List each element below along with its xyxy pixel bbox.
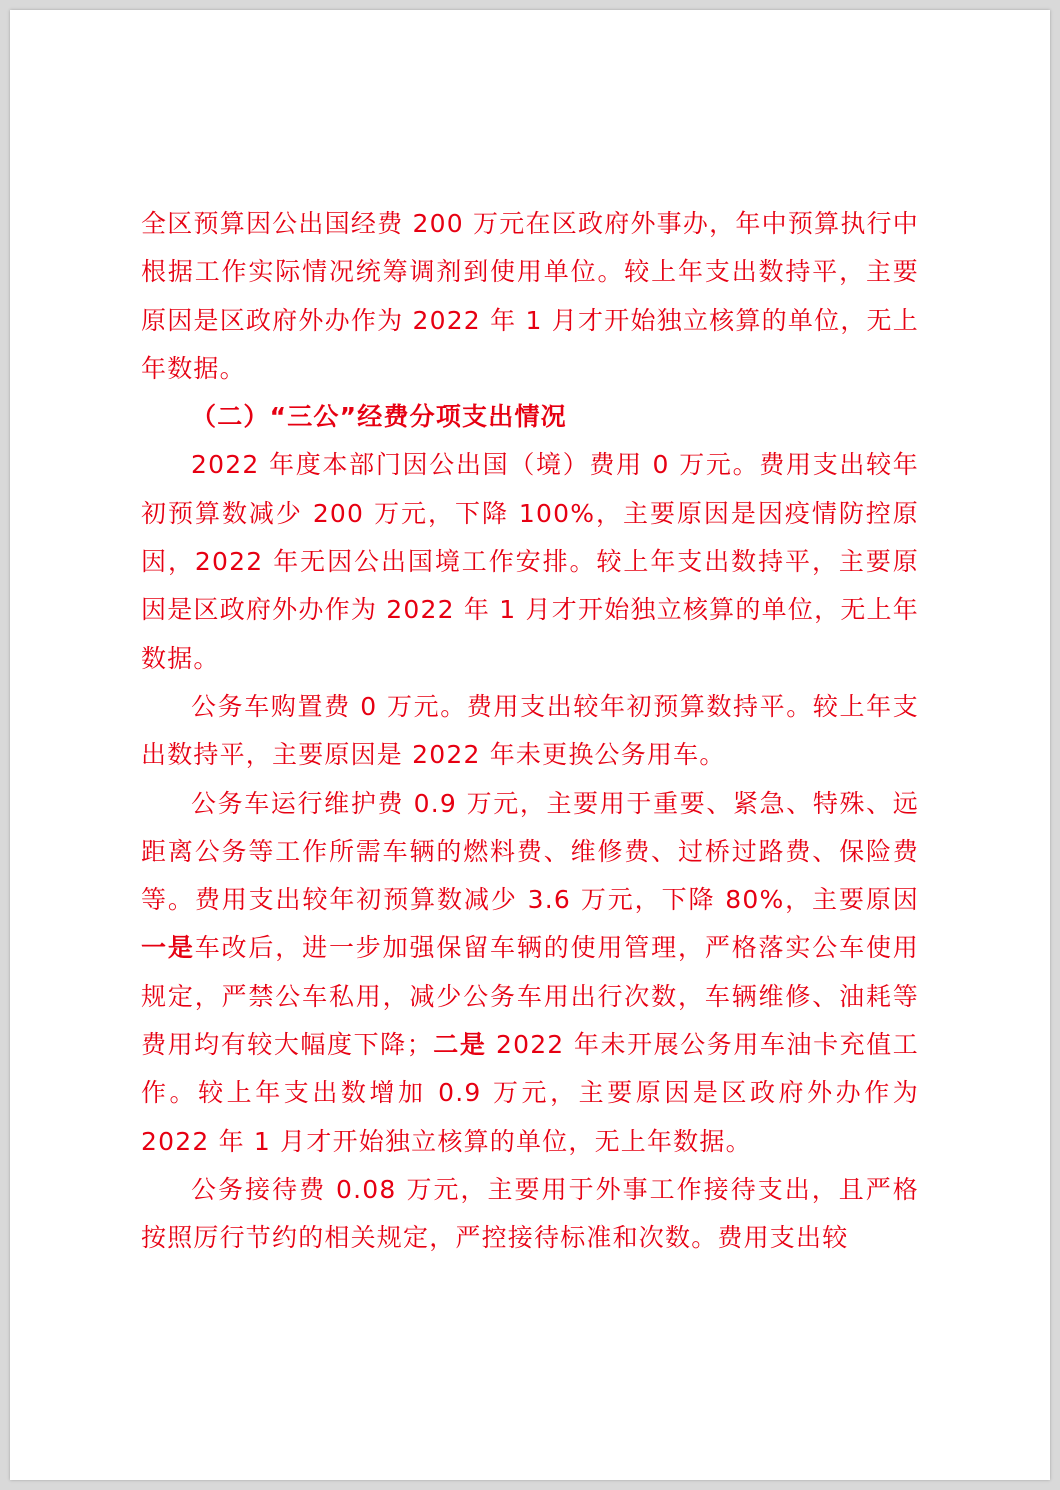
vehicle-maintenance-text-2: 车改后，进一步加强保留车辆的使用管理，严格落实公车使用规定，严禁公车私用，减少公务车用出行次数，车辆维修、油耗等费用均有较大幅度下降； <box>141 933 919 1060</box>
paragraph-overseas-expense: 2022 年度本部门因公出国（境）费用 0 万元。费用支出较年初预算数减少 200 万元，下降 100%，主要原因是因疫情防控原因，2022 年无因公出国境工作安排。较上年支出数持平，主要原因是区政府外办作为 2022 年 1 月才开始独立核算的单位，无上年数据。 <box>141 450 919 673</box>
paragraph-vehicle-purchase: 公务车购置费 0 万元。费用支出较年初预算数持平。较上年支出数持平，主要原因是 2022 年未更换公务用车。 <box>141 691 919 770</box>
vehicle-maintenance-text-1: 公务车运行维护费 0.9 万元，主要用于重要、紧急、特殊、远距离公务等工作所需车辆的燃料费、维修费、过桥过路费、保险费等。费用支出较年初预算数减少 3.6 万元，下降 80%，主要原因 <box>141 788 919 915</box>
paragraph-vehicle-maintenance <box>141 780 919 1166</box>
reason-two-label: 二是 <box>432 1030 487 1060</box>
paragraph-reception: 公务接待费 0.08 万元，主要用于外事工作接待支出，且严格按照厉行节约的相关规定，严控接待标准和次数。费用支出较 <box>141 1174 919 1253</box>
vehicle-maintenance-text-3: 2022 年未开展公务用车油卡充值工作。较上年支出数增加 0.9 万元，主要原因是区政府外办作为 2022 年 1 月才开始独立核算的单位，无上年数据。 <box>141 1030 920 1156</box>
document-page <box>10 10 1050 1480</box>
paragraph-overseas-budget: 全区预算因公出国经费 200 万元在区政府外事办，年中预算执行中根据工作实际情况统筹调剂到使用单位。较上年支出数持平，主要原因是区政府外办作为 2022 年 1 月才开始独立核算的单位，无上年数据。 <box>141 209 919 383</box>
section-heading: （二）“三公”经费分项支出情况 <box>191 402 567 432</box>
document-body <box>141 200 919 1263</box>
reason-one-label: 一是 <box>141 933 195 963</box>
